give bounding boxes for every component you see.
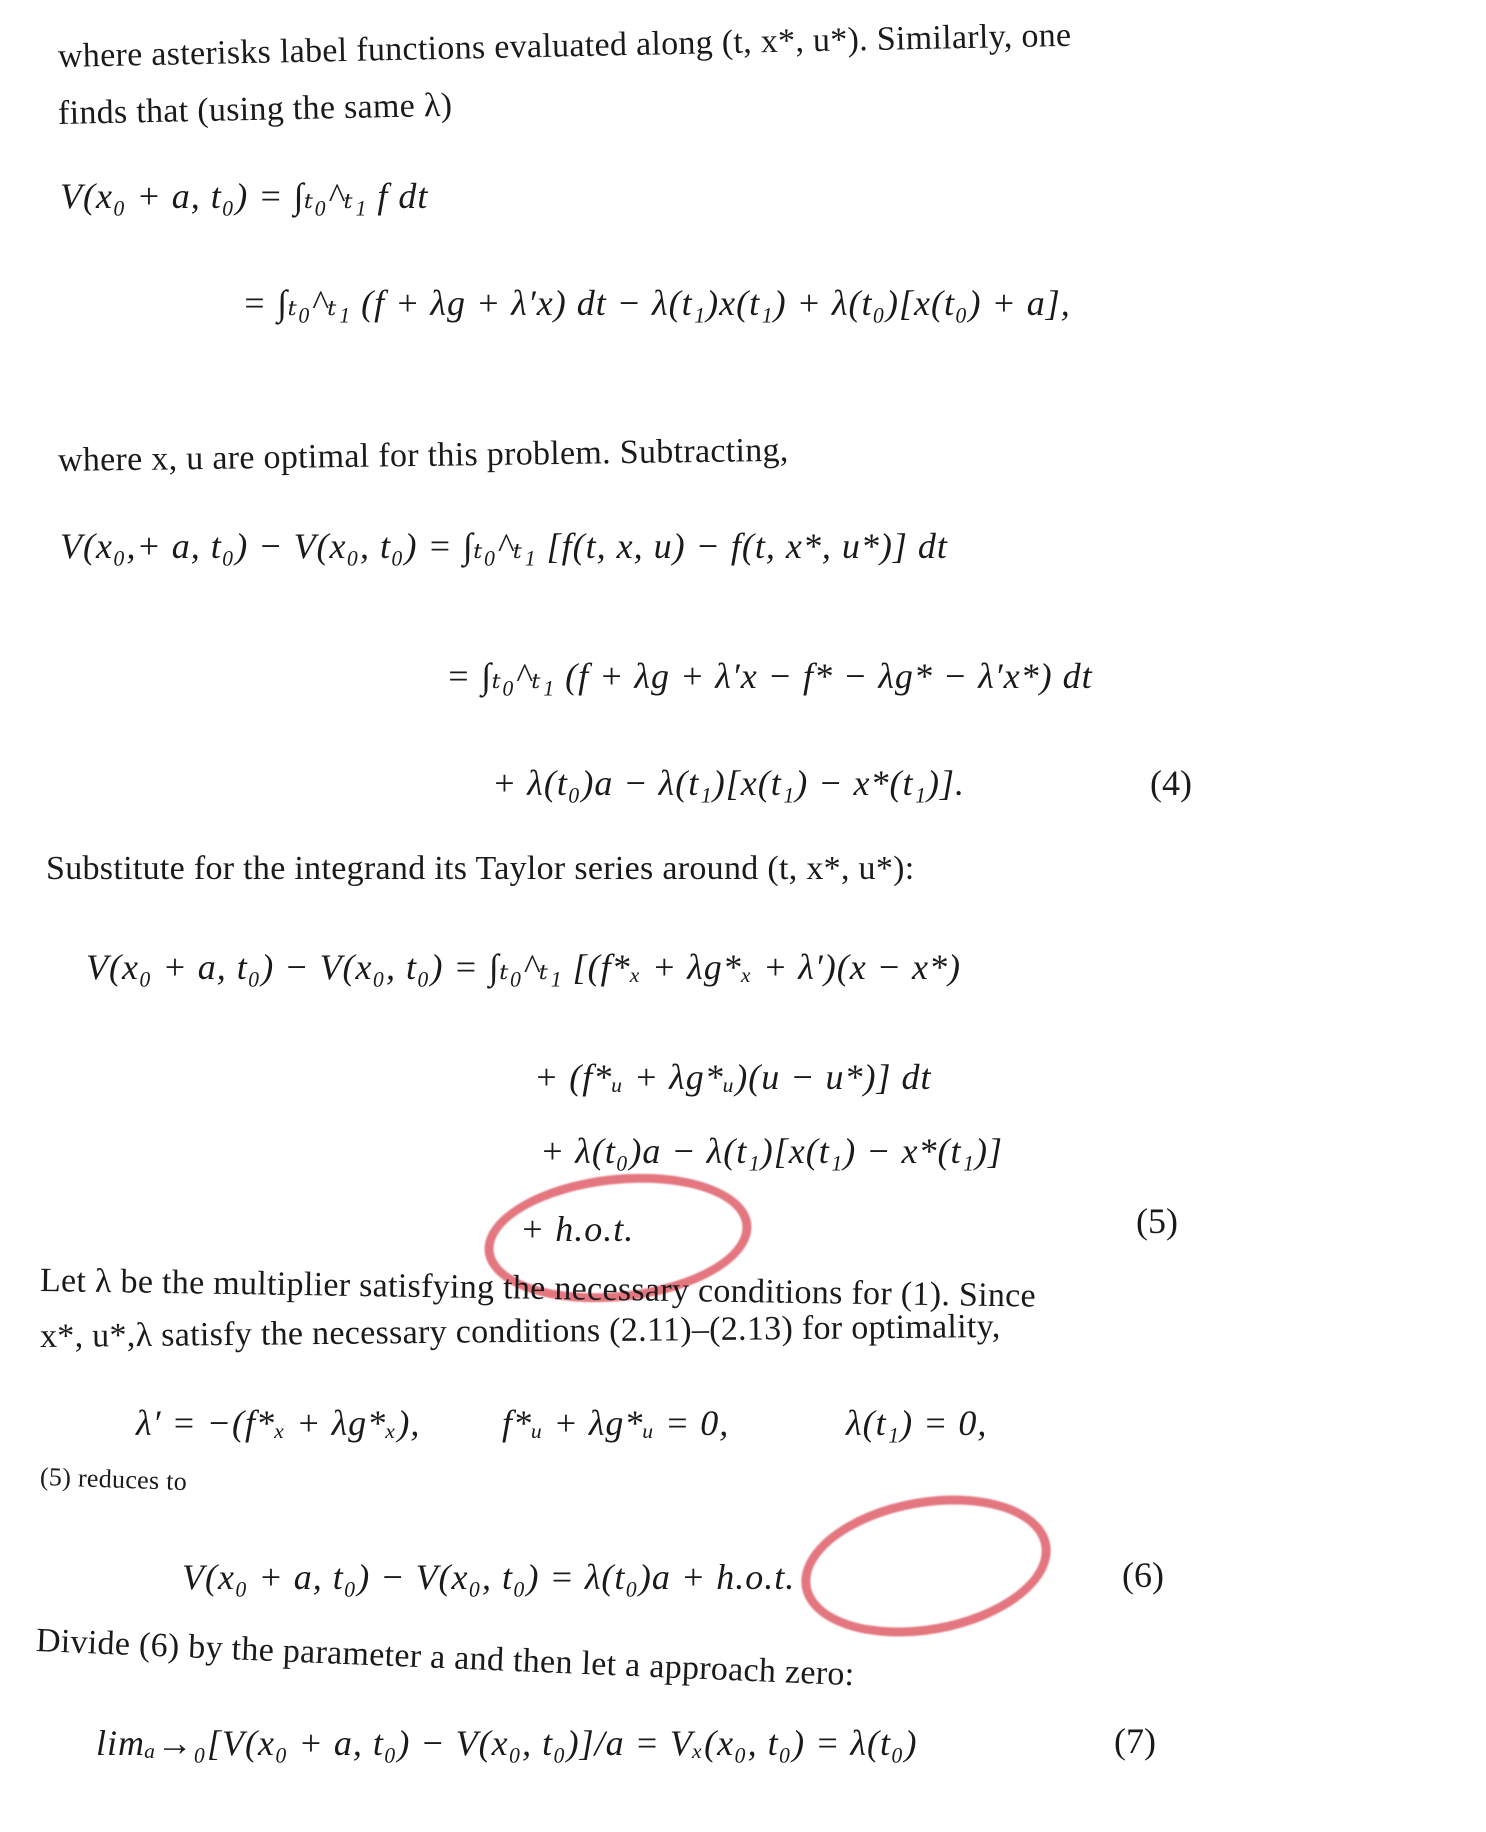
equation-line: + λ(t₀)a − λ(t₁)[x(t₁) − x*(t₁)]. (492, 763, 966, 803)
equation-line: = ∫ₜ₀^ₜ₁ (f + λg + λ′x) dt − λ(t₁)x(t₁) + λ(t₀)[x(t₀) + a], (242, 283, 1071, 323)
equation-line: + (f*ᵤ + λg*ᵤ)(u − u*)] dt (534, 1057, 932, 1097)
equation-line: λ′ = −(f*ₓ + λg*ₓ), (136, 1403, 421, 1443)
paragraph-line: where x, u are optimal for this problem. Subtracting, (57, 431, 789, 479)
equation-number: (4) (1150, 763, 1192, 803)
equation-line: + h.o.t. (520, 1209, 635, 1249)
equation-line: V(x₀ + a, t₀) = ∫ₜ₀^ₜ₁ f dt (60, 176, 429, 216)
equation-line: + λ(t₀)a − λ(t₁)[x(t₁) − x*(t₁)] (540, 1131, 1004, 1171)
equation-line: V(x₀ + a, t₀) − V(x₀, t₀) = ∫ₜ₀^ₜ₁ [(f*ₓ + λg*ₓ + λ′)(x − x*) (86, 947, 961, 987)
paragraph-line: (5) reduces to (39, 1462, 188, 1497)
paragraph-line: Substitute for the integrand its Taylor series around (t, x*, u*): (46, 850, 915, 887)
paragraph-line: Let λ be the multiplier satisfying the necessary conditions for (1). Since (39, 1262, 1037, 1315)
equation-line: V(x₀,+ a, t₀) − V(x₀, t₀) = ∫ₜ₀^ₜ₁ [f(t, x, u) − f(t, x*, u*)] dt (60, 526, 948, 566)
paragraph-line: finds that (using the same λ) (57, 86, 453, 132)
equation-number: (7) (1114, 1721, 1156, 1761)
equation-number: (5) (1136, 1201, 1178, 1241)
paragraph-line: Divide (6) by the parameter a and then let a approach zero: (35, 1622, 856, 1694)
paragraph-line: where asterisks label functions evaluated along (t, x*, u*). Similarly, one (57, 16, 1072, 75)
equation-line: λ(t₁) = 0, (846, 1403, 988, 1443)
equation-line: V(x₀ + a, t₀) − V(x₀, t₀) = λ(t₀)a + h.o.t. (182, 1557, 796, 1597)
equation-line: f*ᵤ + λg*ᵤ = 0, (502, 1403, 730, 1443)
equation-line: limₐ→₀[V(x₀ + a, t₀) − V(x₀, t₀)]/a = Vₓ(x₀, t₀) = λ(t₀) (96, 1723, 918, 1763)
red-circle-mark (790, 1477, 1062, 1655)
equation-number: (6) (1122, 1555, 1164, 1595)
paragraph-line: x*, u*,λ satisfy the necessary conditions (2.11)–(2.13) for optimality, (39, 1307, 1001, 1355)
equation-line: = ∫ₜ₀^ₜ₁ (f + λg + λ′x − f* − λg* − λ′x*) dt (446, 656, 1093, 696)
